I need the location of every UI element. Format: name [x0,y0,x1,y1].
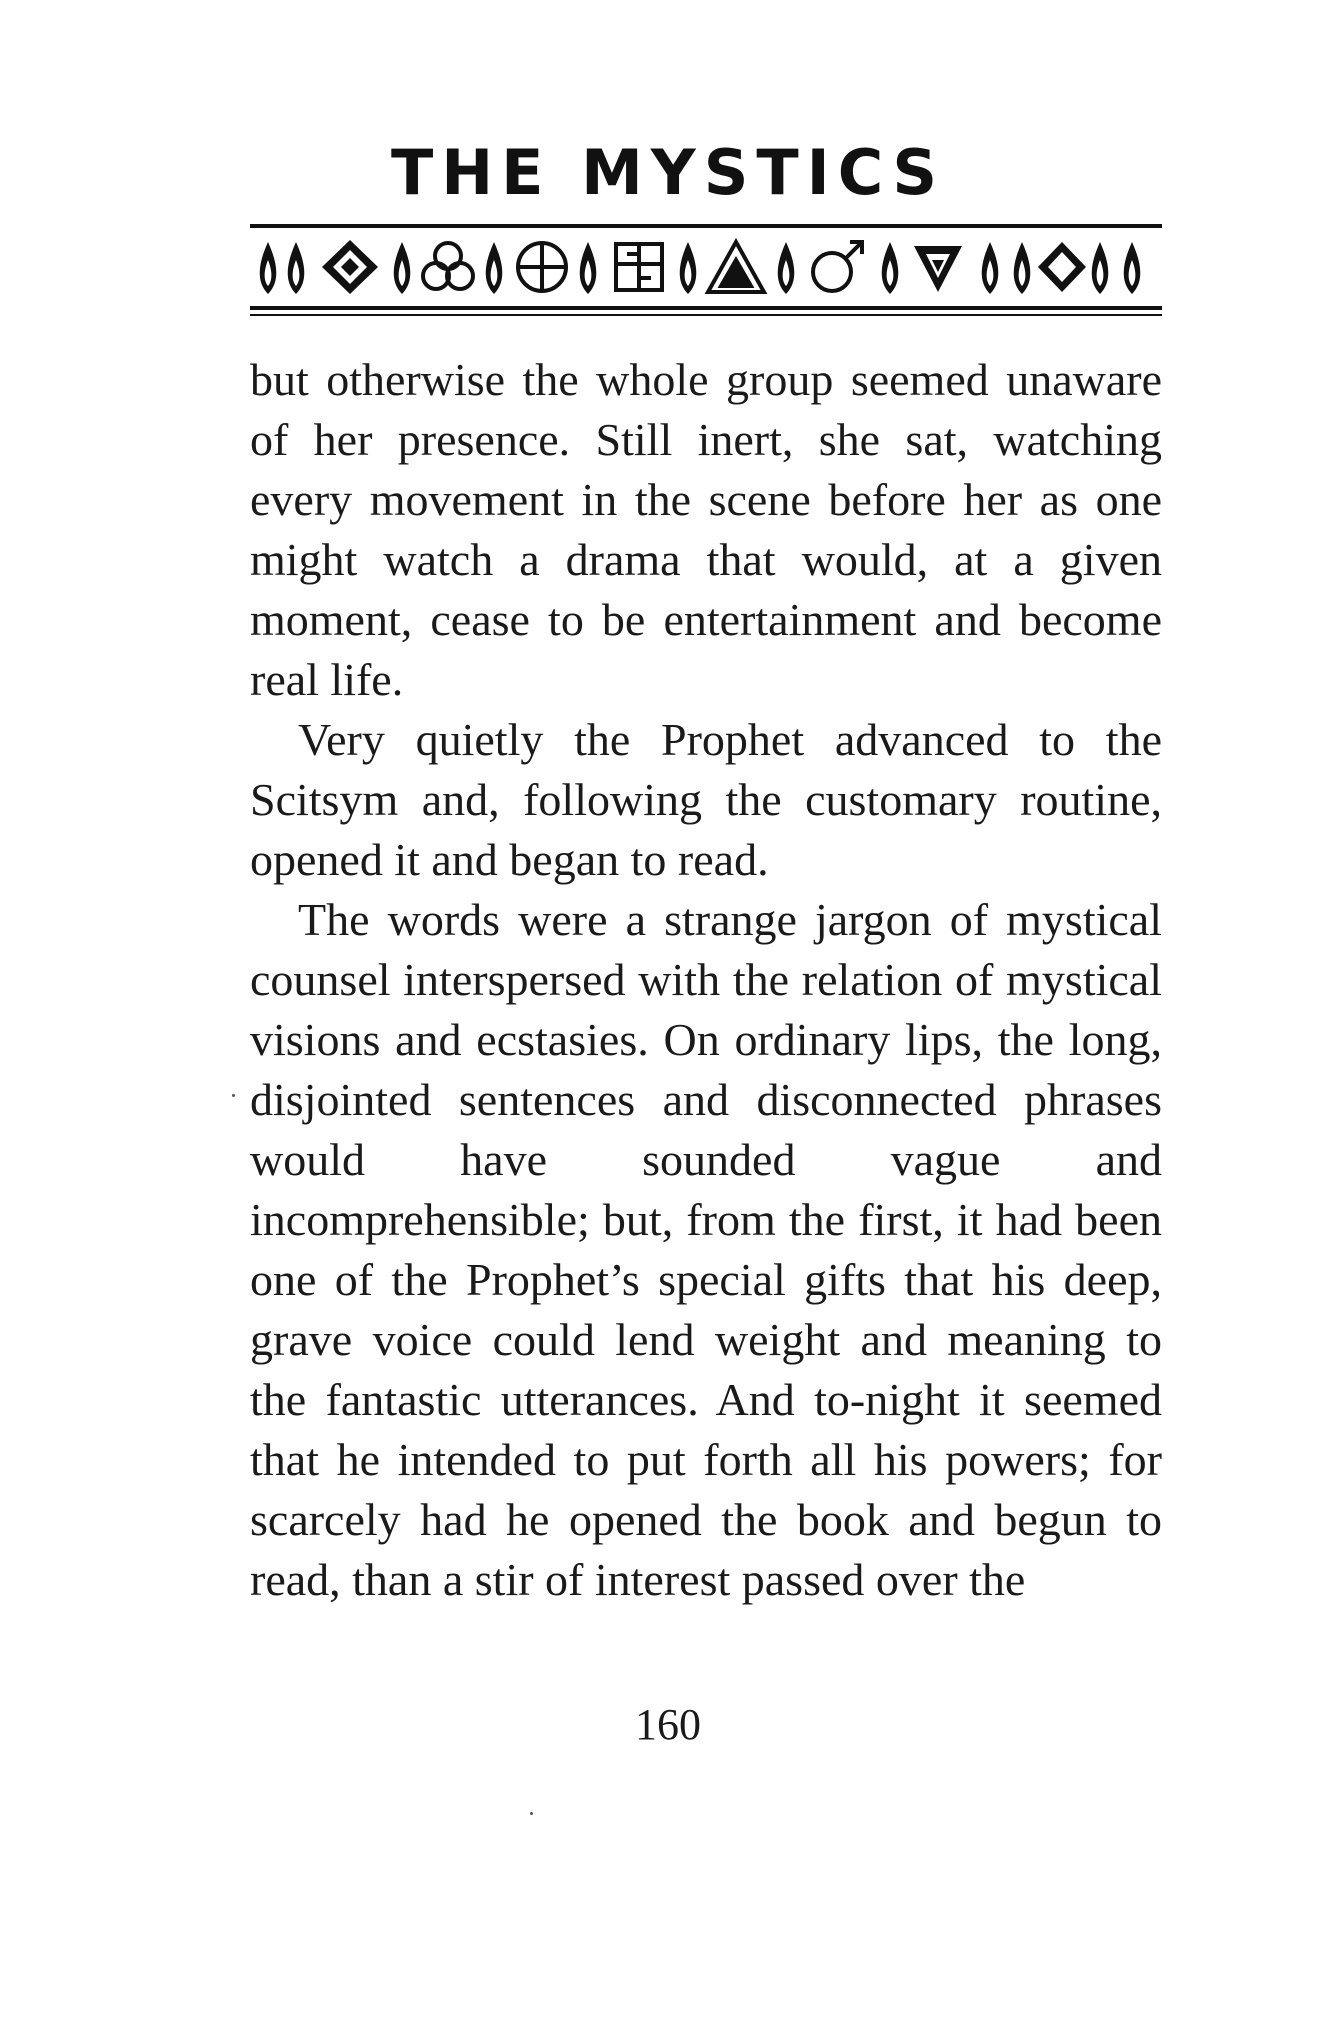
header-rule-bottom [250,306,1162,310]
flame-icon [580,242,597,294]
paragraph: The words were a strange jargon of mystical counsel interspersed with the relation of mystical visions and ecstasies. On ordinary lips, the long, disjointed sentences and disconnected phrases would have sounded vague and incomprehensible; but, from the first, it had been one of the Prophet’s special gifts that his deep, grave voice could lend weight and meaning to the fantastic utterances. And to-night it seemed that he intended to put forth all his powers; for scarcely had he opened the book and begun to read, than a stir of interest passed over the [250,894,1162,1605]
meander-square-icon [616,244,662,290]
page-number: 160 [635,1700,701,1749]
shield-icon [914,246,962,292]
header-rule-top [250,224,1162,228]
diamond-icon [322,240,378,294]
flame-icon [1124,242,1141,294]
flame-icon [260,242,277,294]
flame-icon [1014,242,1031,294]
flame-icon [288,242,305,294]
header-rule-bottom-thin [250,314,1162,316]
ornament-band [250,234,1162,300]
mars-symbol-icon [813,242,862,291]
scan-speck [232,1094,235,1097]
triangle-icon [708,242,764,292]
body-text [250,350,1162,1610]
flame-icon [982,242,999,294]
circle-cross-icon [518,243,566,291]
paragraph: but otherwise the whole group seemed unaware of her presence. Still inert, she sat, watching every movement in the scene before her as one might watch a drama that would, at a given moment, cease to be entertainment and become real life. [250,354,1162,705]
scan-speck [530,1812,533,1815]
flame-icon [486,242,503,294]
trefoil-icon [423,243,473,289]
flame-icon [1092,242,1109,294]
flame-icon [394,242,411,294]
flame-icon [778,242,795,294]
paragraph: Very quietly the Prophet advanced to the Scitsym and, following the customary routine, opened it and began to read. [250,714,1162,885]
flame-icon [680,242,697,294]
running-title: THE MYSTICS [390,136,946,209]
flame-icon [882,242,899,294]
diamond-icon [1038,242,1086,292]
